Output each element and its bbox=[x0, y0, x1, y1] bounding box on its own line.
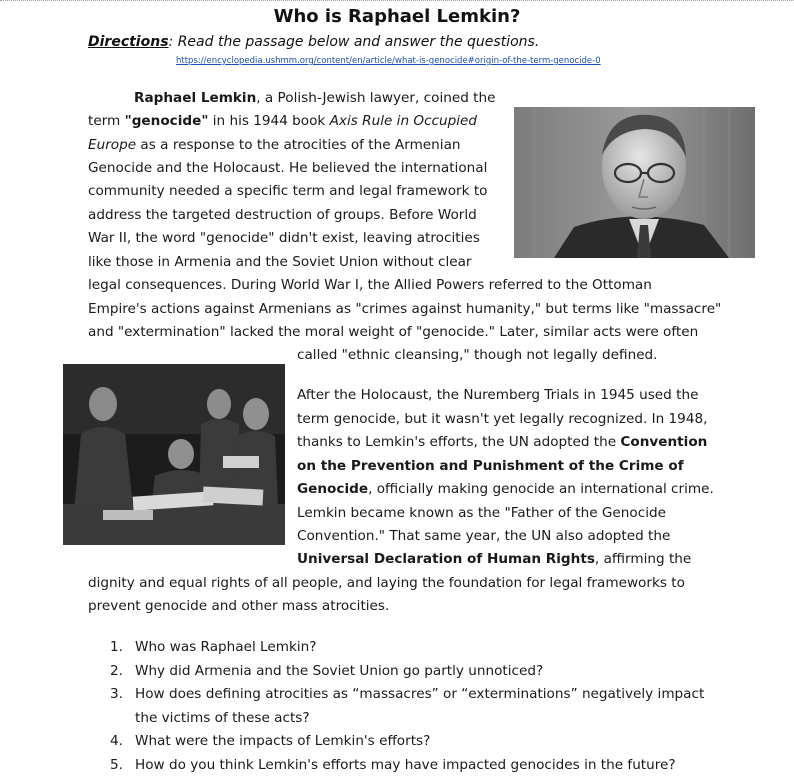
question-5: 5. How do you think Lemkin's efforts may have impacted genocides in the future? bbox=[110, 756, 676, 773]
p2-line-3: thanks to Lemkin's efforts, the UN adopted the Convention bbox=[297, 434, 708, 450]
convention-name: Convention bbox=[620, 434, 708, 450]
p1-line-1: Raphael Lemkin, a Polish-Jewish lawyer, coined the bbox=[134, 90, 496, 106]
book-title-cont: Europe bbox=[88, 137, 137, 153]
p1-line-3: Europe as a response to the atrocities of the Armenian bbox=[88, 137, 461, 153]
p1-line-4: Genocide and the Holocaust. He believed the international bbox=[88, 160, 488, 176]
p2-line-2: term genocide, but it wasn't yet legally recognized. In 1948, bbox=[297, 411, 708, 427]
page-title: Who is Raphael Lemkin? bbox=[273, 6, 521, 27]
p1-line-10: Empire's actions against Armenians as "crimes against humanity," but terms like "massacre" bbox=[88, 301, 722, 317]
p1-line-7: War II, the word "genocide" didn't exist, leaving atrocities bbox=[88, 230, 480, 246]
p1-line-6: address the targeted destruction of groups. Before World bbox=[88, 207, 477, 223]
p1-line-8: like those in Armenia and the Soviet Union without clear bbox=[88, 254, 472, 270]
signing-group-photo bbox=[63, 364, 285, 545]
p2-line-5: Genocide, officially making genocide an international crime. bbox=[297, 481, 714, 497]
p1-line-9: legal consequences. During World War I, the Allied Powers referred to the Ottoman bbox=[88, 277, 652, 293]
p1-line-12: called "ethnic cleansing," though not legally defined. bbox=[297, 347, 658, 363]
question-3: 3. How does defining atrocities as “massacres” or “exterminations” negatively impact the victims of these acts? bbox=[110, 686, 705, 726]
book-title: Axis Rule in Occupied bbox=[329, 113, 478, 129]
directions-label: Directions bbox=[88, 34, 169, 50]
question-2: 2. Why did Armenia and the Soviet Union go partly unnoticed? bbox=[110, 662, 544, 679]
p1-line-2: term "genocide" in his 1944 book Axis Rule in Occupied bbox=[88, 113, 478, 129]
p2-line-10: prevent genocide and other mass atrocities. bbox=[88, 598, 390, 614]
p2-line-6: Lemkin became known as the "Father of the Genocide bbox=[297, 505, 666, 521]
lemkin-portrait-photo bbox=[514, 107, 755, 258]
question-4: 4. What were the impacts of Lemkin's efforts? bbox=[110, 733, 431, 749]
p1-line-5: community needed a specific term and legal framework to bbox=[88, 183, 488, 199]
p2-line-7: Convention." That same year, the UN also adopted the bbox=[297, 528, 671, 544]
directions bbox=[88, 34, 539, 50]
question-list bbox=[110, 636, 750, 777]
page-top-border bbox=[0, 0, 794, 1]
source-link[interactable]: https://encyclopedia.ushmm.org/content/en/article/what-is-genocide#origin-of-the-term-genocide-0 bbox=[176, 56, 601, 66]
convention-name-end: Genocide bbox=[297, 481, 369, 497]
term-genocide: "genocide" bbox=[124, 113, 209, 129]
p2-line-4 bbox=[297, 455, 684, 479]
convention-name-cont: on the Prevention and Punishment of the Crime of bbox=[297, 458, 684, 474]
p1-line-11: and "extermination" lacked the moral weight of "genocide." Later, similar acts were often bbox=[88, 324, 699, 340]
p2-line-9: dignity and equal rights of all people, and laying the foundation for legal frameworks to bbox=[88, 575, 685, 591]
directions-text: : Read the passage below and answer the questions. bbox=[168, 34, 540, 50]
lemkin-name: Raphael Lemkin bbox=[134, 90, 257, 106]
p2-line-1: After the Holocaust, the Nuremberg Trials in 1945 used the bbox=[297, 387, 699, 403]
question-1: 1. Who was Raphael Lemkin? bbox=[110, 639, 317, 655]
udhr-name: Universal Declaration of Human Rights bbox=[297, 551, 595, 567]
portrait-image bbox=[514, 107, 755, 258]
group-image bbox=[63, 364, 285, 545]
p2-line-8: Universal Declaration of Human Rights, affirming the bbox=[297, 551, 692, 567]
